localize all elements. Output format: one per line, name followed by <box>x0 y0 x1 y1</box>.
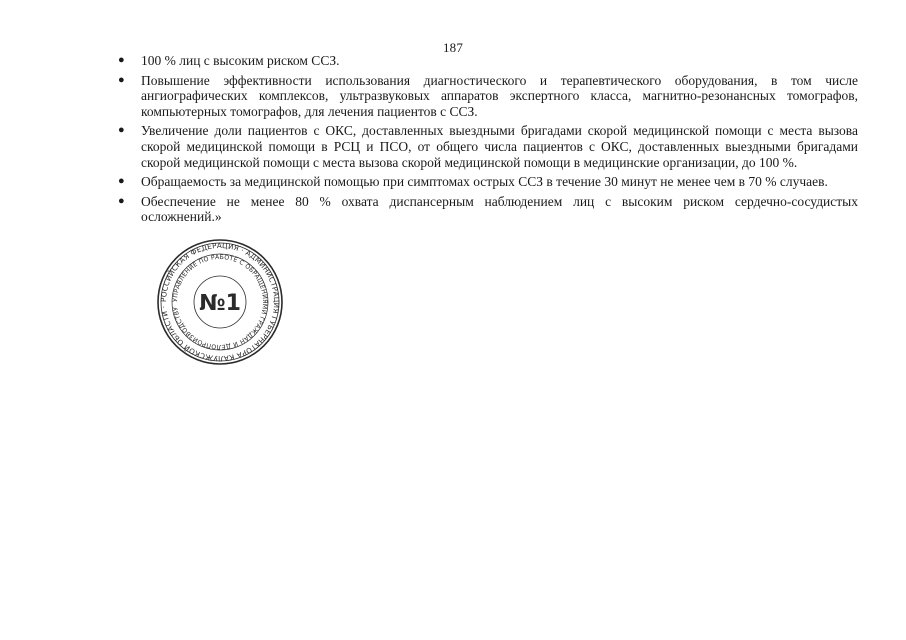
seal-outer-text: РОССИЙСКАЯ ФЕДЕРАЦИЯ · АДМИНИСТРАЦИЯ ГУБЕРНАТОРА КАЛУЖСКОЙ ОБЛАСТИ · <box>158 240 282 364</box>
list-item <box>118 194 858 225</box>
list-item-text: ангиографических комплексов, ультразвуковых аппаратов экспертного класса, магнитно-резонансных томографов, <box>141 88 858 104</box>
list-item <box>118 123 858 170</box>
bullet-icon: ● <box>118 175 125 188</box>
list-item-text: компьютерных томографов, для лечения пациентов с ССЗ. <box>141 103 478 119</box>
official-seal-graphic <box>155 237 285 367</box>
bullet-icon: ● <box>118 124 125 137</box>
list-item-text: 100 % лиц с высоким риском ССЗ. <box>141 53 340 68</box>
list-item <box>118 73 858 120</box>
list-item <box>118 53 858 69</box>
list-item-text: скорой медицинской помощи в РСЦ и ПСО, от общего числа пациентов с ОКС, доставленных выездными бригадами <box>141 138 858 154</box>
list-item-text: Повышение эффективности использования диагностического и терапевтического оборудования, в том числе <box>141 72 858 88</box>
list-item-text: скорой медицинской помощи с места вызова скорой медицинской помощи в медицинские организации, до 100 %. <box>141 154 798 170</box>
bullet-icon: ● <box>118 54 125 66</box>
list-item-text: Обеспечение не менее 80 % охвата диспансерным наблюдением лиц с высоким риском сердечно-сосудистых <box>141 193 858 209</box>
list-item <box>118 174 858 190</box>
page-number: 187 <box>442 40 464 55</box>
seal-inner-text: УПРАВЛЕНИЕ ПО РАБОТЕ С ОБРАЩЕНИЯМИ ГРАЖДАН И ДЕЛОПРОИЗВОДСТВУ <box>171 253 269 351</box>
bullet-icon: ● <box>118 73 125 86</box>
list-item-text: осложнений.» <box>141 209 222 225</box>
official-seal <box>155 237 285 367</box>
list-item-text: Обращаемость за медицинской помощью при симптомах острых ССЗ в течение 30 минут не менее чем в 70 % случаев. <box>141 174 828 190</box>
list-item-text: Увеличение доли пациентов с ОКС, доставленных выездными бригадами скорой медицинской помощи с места вызова <box>141 123 858 139</box>
bullet-icon: ● <box>118 194 125 207</box>
bullet-list <box>118 53 858 229</box>
seal-center-text: №1 <box>199 291 241 316</box>
